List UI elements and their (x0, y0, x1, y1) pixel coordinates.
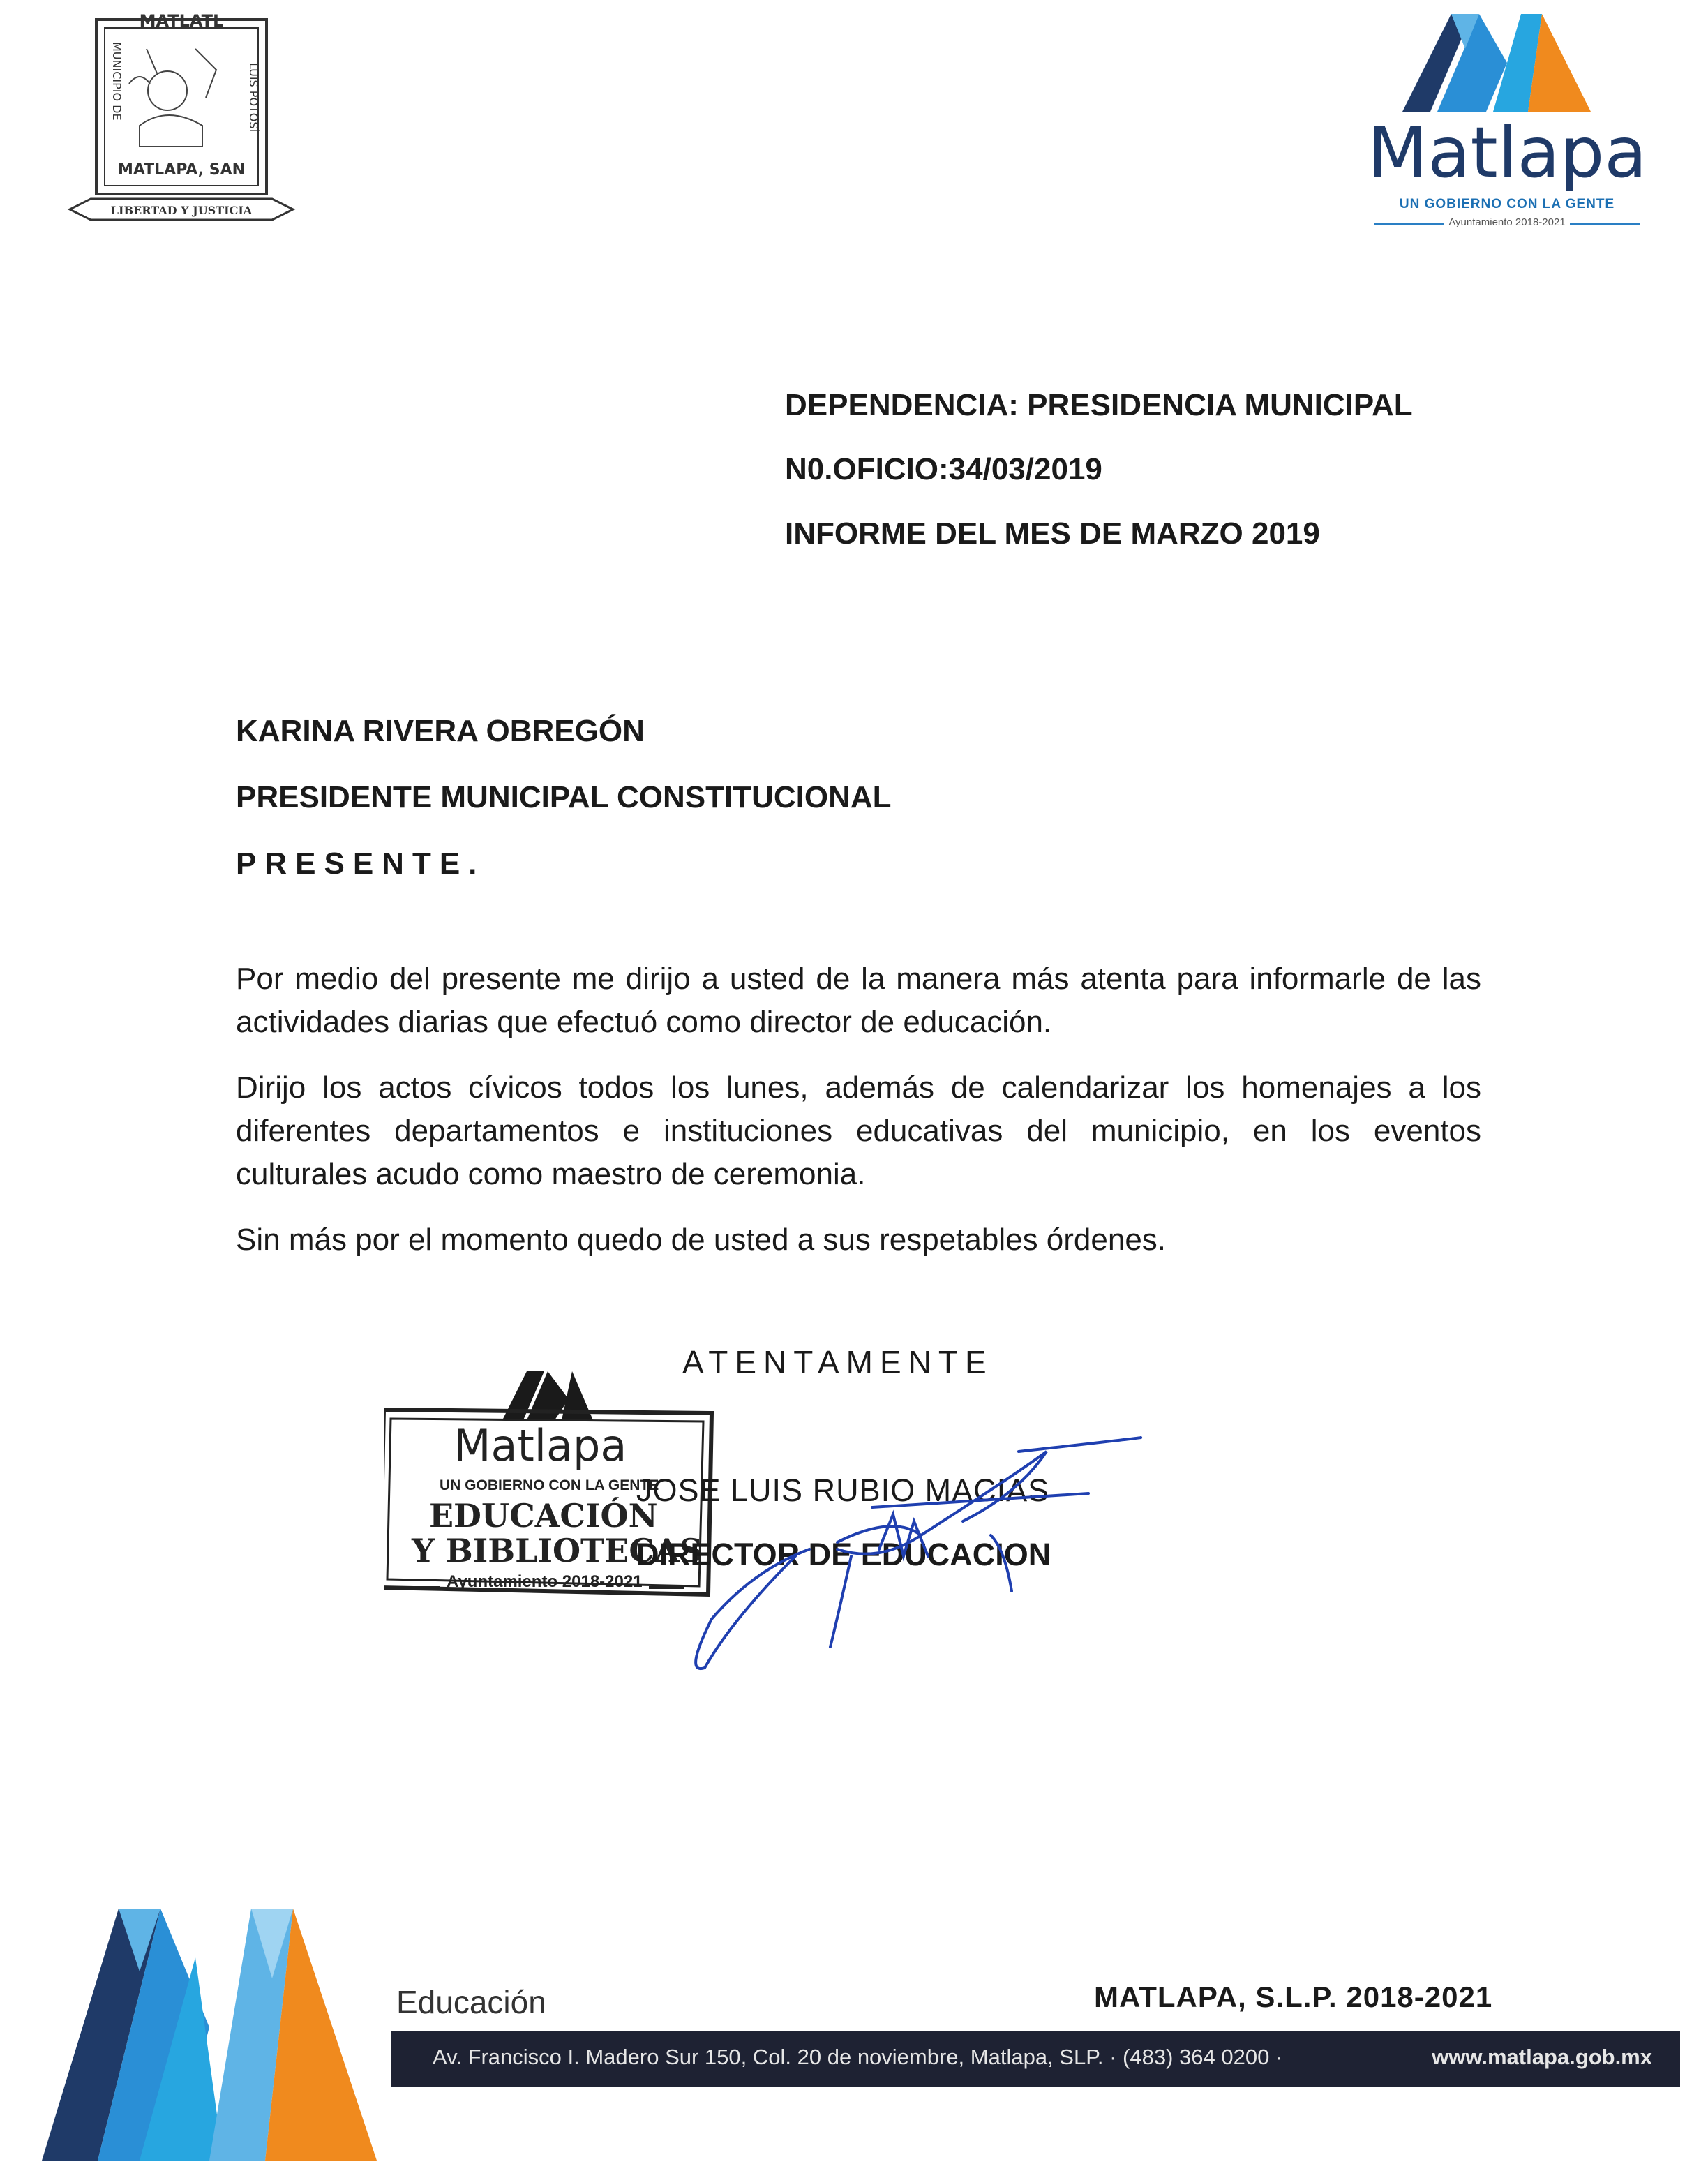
oficio-line: N0.OFICIO:34/03/2019 (785, 452, 1102, 486)
stamp-slogan: UN GOBIERNO CON LA GENTE (440, 1477, 659, 1493)
svg-text:MUNICIPIO DE: MUNICIPIO DE (110, 42, 123, 121)
signer-title: DIRECTOR DE EDUCACION (636, 1537, 1051, 1572)
municipal-seal (63, 7, 300, 237)
recipient-block (236, 698, 892, 897)
stamp-line-1: EDUCACIÓN (429, 1497, 658, 1535)
letter-body (236, 957, 1481, 1284)
footer-address: Av. Francisco I. Madero Sur 150, Col. 20 de noviembre, Matlapa, SLP. · (483) 364 0200 · (433, 2045, 1283, 2069)
svg-text:LUIS POTOSÍ: LUIS POTOSÍ (247, 63, 260, 133)
recipient-name: KARINA RIVERA OBREGÓN (236, 714, 645, 748)
footer-logo (0, 1895, 433, 2161)
footer-bar (391, 2031, 1680, 2087)
recipient-presente: PRESENTE. (236, 846, 486, 881)
body-paragraph-3: Sin más por el momento quedo de usted a sus respetables órdenes. (236, 1223, 1167, 1257)
reference-block (785, 373, 1413, 566)
svg-text:MATLATL: MATLATL (139, 11, 224, 31)
logo-period: Ayuntamiento 2018-2021 (1448, 216, 1566, 228)
footer-city: MATLAPA, S.L.P. 2018-2021 (1094, 1980, 1493, 2013)
handwritten-signature (628, 1410, 1158, 1675)
body-paragraph-2: Dirijo los actos cívicos todos los lunes, además de calendarizar los homenajes a los diferentes departamentos e instituciones educativas del municipio, en los eventos culturales acudo como maestro de ceremonia. (236, 1070, 1481, 1191)
matlapa-logo (1361, 7, 1654, 230)
signer-name: JOSE LUIS RUBIO MACIAS (636, 1472, 1050, 1508)
footer-website-link[interactable]: www.matlapa.gob.mx (1432, 2045, 1652, 2069)
logo-slogan: UN GOBIERNO CON LA GENTE (1399, 197, 1615, 211)
svg-text:LIBERTAD Y JUSTICIA: LIBERTAD Y JUSTICIA (110, 204, 253, 217)
closing-salutation: ATENTAMENTE (682, 1344, 994, 1380)
stamp-period: Ayuntamiento 2018-2021 (447, 1572, 643, 1591)
logo-brand: Matlapa (1368, 112, 1647, 193)
stamp-line-2: Y BIBLIOTECAS (412, 1532, 703, 1569)
svg-text:MATLAPA, SAN: MATLAPA, SAN (117, 161, 246, 179)
stamp-brand: Matlapa (454, 1420, 627, 1471)
dependencia-line: DEPENDENCIA: PRESIDENCIA MUNICIPAL (785, 388, 1413, 422)
asunto-line: INFORME DEL MES DE MARZO 2019 (785, 516, 1320, 551)
footer-department: Educación (396, 1984, 546, 2020)
recipient-title: PRESIDENTE MUNICIPAL CONSTITUCIONAL (236, 780, 892, 814)
body-paragraph-1: Por medio del presente me dirijo a usted de la manera más atenta para informarle de las actividades diarias que efectuó como director de educación. (236, 962, 1481, 1039)
